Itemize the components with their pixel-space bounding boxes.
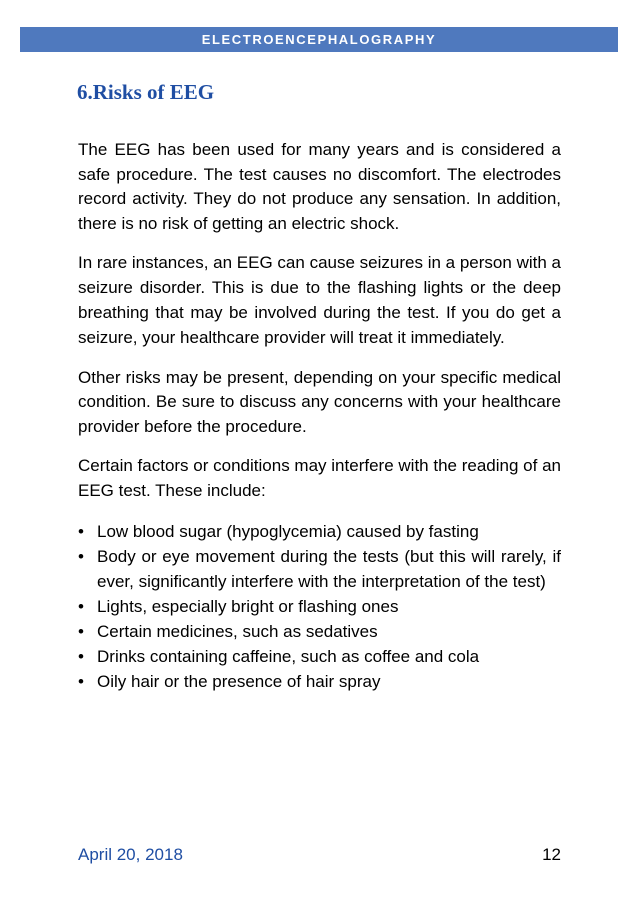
list-item-text: Low blood sugar (hypoglycemia) caused by fasting [97,521,479,541]
bullet-icon: • [78,546,84,566]
bullet-icon: • [78,521,84,541]
page-content [78,138,561,694]
page-footer [78,845,561,865]
paragraph-factors: Certain factors or conditions may interfere with the reading of an EEG test. These include: [78,456,561,500]
list-item-text: Oily hair or the presence of hair spray [97,671,381,691]
bullet-icon: • [78,621,84,641]
list-item-text: Body or eye movement during the tests (but this will rarely, if ever, significantly interfere with the interpretation of the test) [97,546,561,591]
factors-list [78,519,561,694]
bullet-icon: • [78,596,84,616]
bullet-icon: • [78,671,84,691]
header-title: ELECTROENCEPHALOGRAPHY [201,32,437,47]
list-item-text: Drinks containing caffeine, such as coffee and cola [97,646,480,666]
list-item [78,544,561,594]
section-title: 6.Risks of EEG [77,80,215,104]
paragraph-seizures: In rare instances, an EEG can cause seizures in a person with a seizure disorder. This is due to the flashing lights or the deep breathing that may be involved during the test. If you do get a seizure, your healthcare provider will treat it immediately. [78,253,561,347]
page-number: 12 [542,845,561,864]
list-item-text: Certain medicines, such as sedatives [97,621,378,641]
header-bar [20,27,618,52]
list-item-text: Lights, especially bright or flashing ones [97,596,399,616]
paragraph-other-risks: Other risks may be present, depending on your specific medical condition. Be sure to discuss any concerns with your healthcare provider before the procedure. [78,367,561,436]
list-item [78,644,561,669]
list-item [78,594,561,619]
paragraph-safety: The EEG has been used for many years and is considered a safe procedure. The test causes no discomfort. The electrodes record activity. They do not produce any sensation. In addition, there is no risk of getting an electric shock. [78,140,561,233]
bullet-icon: • [78,646,84,666]
list-item [78,519,561,544]
list-item [78,619,561,644]
footer-date: April 20, 2018 [78,845,183,864]
list-item [78,669,561,694]
